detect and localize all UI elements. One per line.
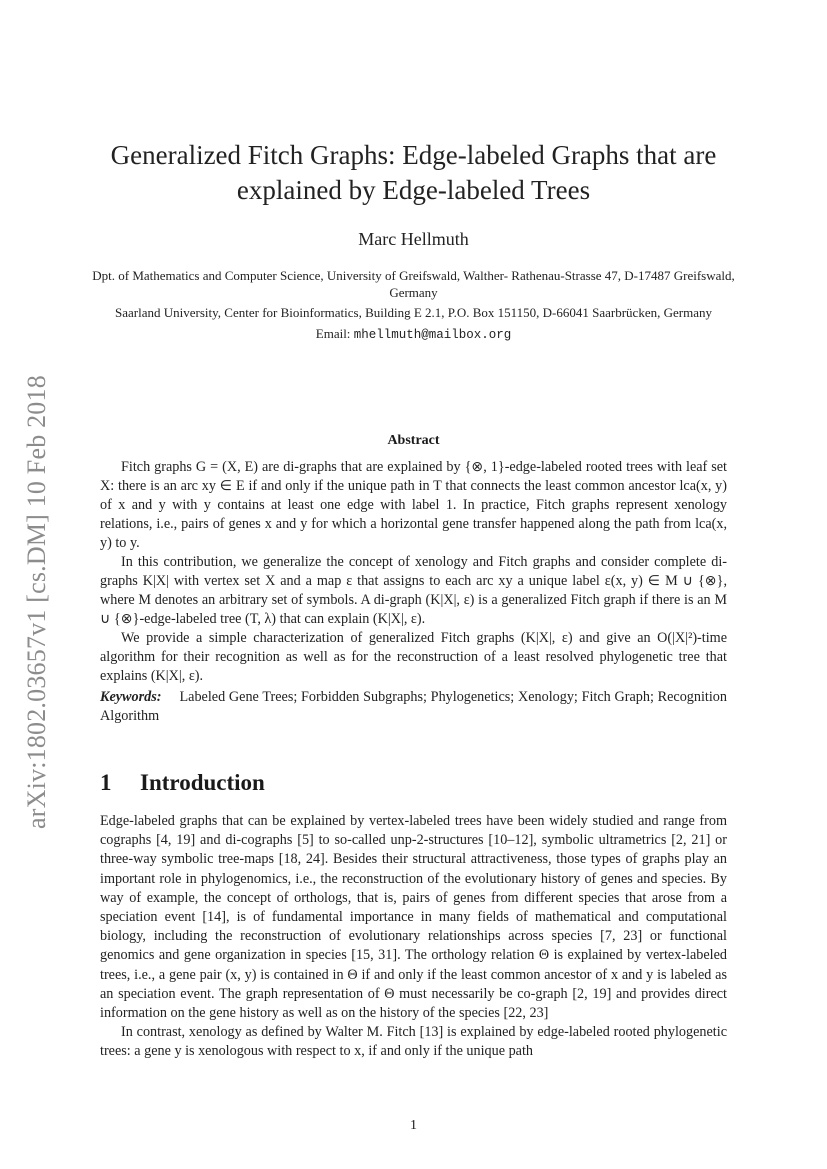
- affiliation-1: Dpt. of Mathematics and Computer Science, University of Greifswald, Walther- Rathenau-Strasse 47, D-17487 Greifswald, Germany: [92, 268, 735, 300]
- email-line: [70, 325, 757, 344]
- section-number: 1: [100, 770, 112, 795]
- intro-body: [100, 812, 727, 1062]
- abstract-paragraph: In this contribution, we generalize the concept of xenology and Fitch graphs and consider complete di-graphs K|X| with vertex set X and a map ε that assigns to each arc xy a unique label ε(x, y) ∈ M ∪ {⊗}, where M denotes an arbitrary set of symbols. A di-graph (K|X|, ε) is a generalized Fitch graph if there is an M ∪ {⊗}-edge-labeled tree (T, λ) that can explain (K|X|, ε).: [100, 554, 727, 627]
- section-heading: [100, 770, 727, 796]
- email-link[interactable]: mhellmuth@mailbox.org: [353, 328, 512, 342]
- intro-paragraph: Edge-labeled graphs that can be explained by vertex-labeled trees have been widely studied and range from cographs [4, 19] and di-cographs [5] to so-called unp-2-structures [10–12], symbolic ultrametrics [2, 21] or three-way symbolic tree-maps [18, 24]. Besides their structural attractiveness, those types of graphs play an important role in phylogenomics, i.e., the reconstruction of the evolutionary history of genes and species. By way of example, the concept of orthologs, that is, pairs of genes from different species that arose from a speciation event [14], is of fundamental importance in many fields of mathematical and computational biology, including the reconstruction of evolutionary relationships across species [7, 23] or functional genomics and gene organization in species [15, 31]. The orthology relation Θ is explained by vertex-labeled trees, i.e., a gene pair (x, y) is contained in Θ if and only if the least common ancestor of x and y is labeled as an speciation event. The graph representation of Θ must necessarily be co-graph [2, 19] and provides direct information on the gene history as well as on the history of the species [22, 23]: [100, 813, 727, 1022]
- page-number: 1: [410, 1118, 417, 1133]
- abstract-paragraph: Fitch graphs G = (X, E) are di-graphs that are explained by {⊗, 1}-edge-labeled rooted trees with leaf set X: there is an arc xy ∈ E if and only if the unique path in T that connects the least common ancestor lca(x, y) of x and y with y contains at least one edge with label 1. In practice, Fitch graphs represent xenology relations, i.e., pairs of genes x and y for which a horizontal gene transfer happened along the path from lca(x, y) to y.: [100, 459, 727, 551]
- intro-paragraph: In contrast, xenology as defined by Walter M. Fitch [13] is explained by edge-labeled rooted phylogenetic trees: a gene y is xenologous with respect to x, if and only if the unique path: [100, 1024, 727, 1060]
- email-label: Email:: [315, 326, 351, 341]
- section-title: Introduction: [140, 770, 265, 795]
- author-name: Marc Hellmuth: [358, 229, 469, 249]
- keywords-text: Labeled Gene Trees; Forbidden Subgraphs; Phylogenetics; Xenology; Fitch Graph; Recognition Algorithm: [100, 689, 727, 724]
- keywords-label: Keywords:: [100, 689, 162, 705]
- abstract-heading: Abstract: [387, 433, 440, 448]
- abstract-paragraph: We provide a simple characterization of generalized Fitch graphs (K|X|, ε) and give an O(|X|²)-time algorithm for their recognition as well as for the reconstruction of a least resolved phylogenetic tree that explains (K|X|, ε).: [100, 630, 727, 684]
- abstract: [100, 458, 727, 726]
- affiliation-2: Saarland University, Center for Bioinformatics, Building E 2.1, P.O. Box 151150, D-66041 Saarbrücken, Germany: [115, 305, 712, 320]
- keywords: [100, 688, 727, 726]
- arxiv-stamp: arXiv:1802.03657v1 [cs.DM] 10 Feb 2018: [22, 375, 51, 830]
- paper-title: Generalized Fitch Graphs: Edge-labeled Graphs that are explained by Edge-labeled Trees: [110, 140, 717, 205]
